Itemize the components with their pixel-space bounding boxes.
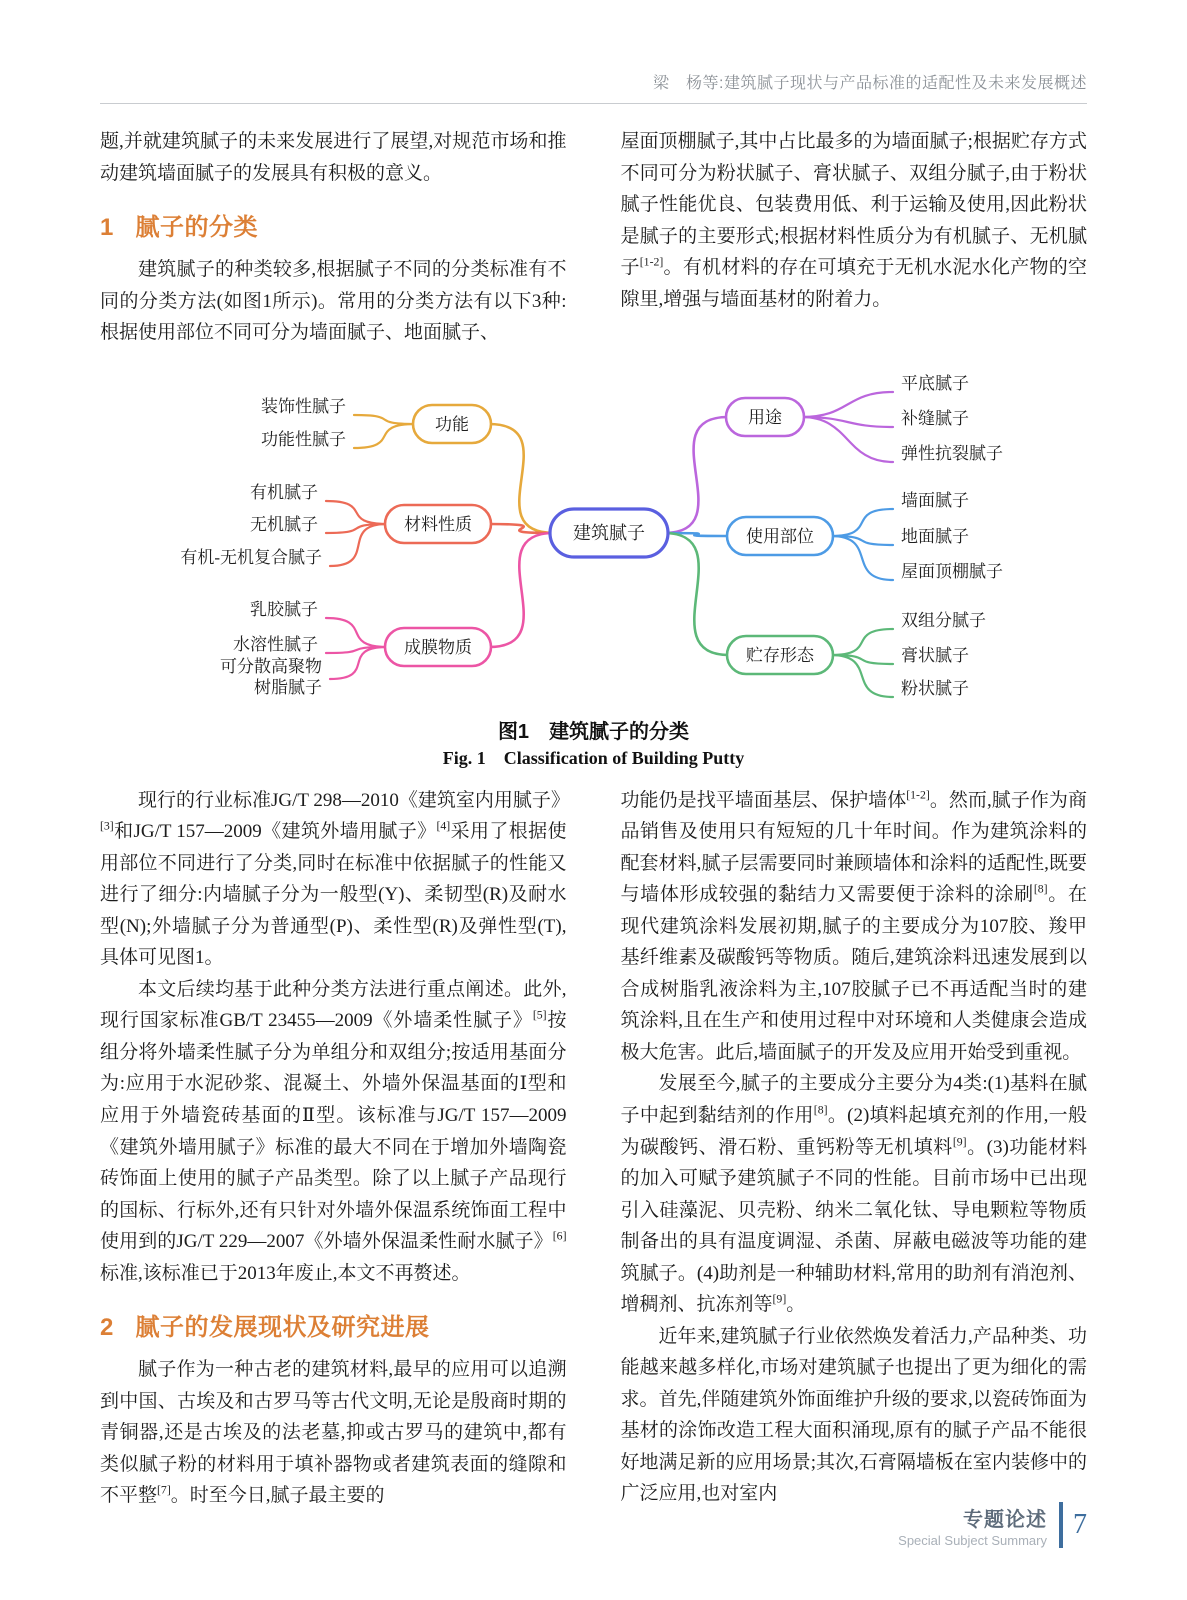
- footer-column-title: [898, 1503, 1047, 1548]
- figure-caption-en: [100, 748, 1087, 769]
- top-right-column: [621, 126, 1088, 349]
- mindmap-leaf-edge: [831, 536, 893, 580]
- figure-caption-zh: [100, 715, 1087, 744]
- mindmap-branch-label: 使用部位: [746, 526, 814, 546]
- mindmap-branch-edge: [489, 424, 554, 533]
- mindmap-branch-label: 功能: [435, 414, 469, 434]
- figure-label-zh: 图1: [497, 720, 530, 743]
- figure-1: [100, 361, 1087, 769]
- mindmap-leaf-label: 屋面顶棚腻子: [901, 561, 1003, 581]
- mindmap-leaf-label: 双组分腻子: [901, 610, 986, 630]
- top-left-column: [100, 126, 567, 349]
- mindmap-leaf-label: 弹性抗裂腻子: [901, 443, 1003, 463]
- mindmap-leaf-edge: [330, 524, 387, 566]
- mindmap-branch-label: 贮存形态: [746, 645, 814, 665]
- mindmap-leaf-edge: [326, 501, 387, 524]
- mindmap-leaf-edge: [831, 509, 893, 536]
- mindmap-leaf-edge: [354, 424, 415, 448]
- page-header: [100, 70, 1087, 104]
- mindmap-leaf-label: 装饰性腻子: [261, 396, 346, 416]
- bottom-right-column: [621, 785, 1088, 1512]
- mindmap-leaf-label: 平底腻子: [901, 373, 969, 393]
- para-classification-intro: 建筑腻子的种类较多,根据腻子不同的分类标准有不同的分类方法(如图1所示)。常用的分类方法有以下3种:根据使用部位不同可分为墙面腻子、地面腻子、: [100, 259, 567, 344]
- section-1-title: 腻子的分类: [135, 214, 258, 242]
- mindmap-leaf-label: 墙面腻子: [901, 490, 969, 510]
- para-function: 功能仍是找平墙面基层、保护墙体[1-2]。然而,腻子作为商品销售及使用只有短短的几十年时间。作为建筑涂料的配套材料,腻子层需要同时兼顾墙体和涂料的适配性,既要与墙体形成较强的黏结力又需要便于涂料的涂刷[8]。在现代建筑涂料发展初期,腻子的主要成分为107胶、羧甲基纤维素及碳酸钙等物质。随后,建筑涂料迅速发展到以合成树脂乳液涂料为主,107胶腻子已不再适配当时的建筑涂料,且在生产和使用过程中对环境和人类健康会造成极大危害。此后,墙面腻子的开发及应用开始受到重视。: [620, 788, 1087, 1063]
- bottom-columns: [100, 785, 1087, 1512]
- mindmap-diagram: [100, 361, 1090, 709]
- mindmap-leaf-edge: [831, 655, 893, 697]
- mindmap-leaf-edge: [802, 392, 893, 417]
- mindmap-leaf-label: 有机腻子: [250, 482, 318, 502]
- mindmap-leaf-label: 粉状腻子: [901, 678, 969, 698]
- mindmap-branch-label: 成膜物质: [404, 637, 472, 657]
- figure-title-zh: 建筑腻子的分类: [549, 720, 690, 743]
- mindmap-leaf-label: 功能性腻子: [261, 429, 346, 449]
- mindmap-leaf-label: 水溶性腻子: [233, 634, 318, 654]
- section-2-number: 2: [100, 1314, 114, 1342]
- mindmap-leaf-label: 有机-无机复合腻子: [180, 547, 322, 567]
- mindmap-branch-edge: [489, 533, 554, 647]
- mindmap-leaf-label: 地面腻子: [901, 526, 969, 546]
- mindmap-leaf-label: 可分散高聚物树脂腻子: [220, 656, 322, 697]
- para-standards-2: 本文后续均基于此种分类方法进行重点阐述。此外,现行国家标准GB/T 23455—2009《外墙柔性腻子》[5]按组分将外墙柔性腻子分为单组分和双组分;按适用基面分为:应用于水泥砂浆、混凝土、外墙外保温基面的Ⅰ型和应用于外墙瓷砖基面的Ⅱ型。该标准与JG/T 157—2009《建筑外墙用腻子》标准的最大不同在于增加外墙陶瓷砖饰面上使用的腻子产品类型。除了以上腻子产品现行的国标、行标外,还有只针对外墙外保温系统饰面工程中使用到的JG/T 229—2007《外墙外保温柔性耐水腻子》[6]标准,该标准已于2013年废止,本文不再赘述。: [100, 978, 567, 1284]
- para-components: 发展至今,腻子的主要成分主要分为4类:(1)基料在腻子中起到黏结剂的作用[8]。(2)填料起填充剂的作用,一般为碳酸钙、滑石粉、重钙粉等无机填料[9]。(3)功能材料的加入可赋予建筑腻子不同的性能。目前市场中已出现引入硅藻泥、贝壳粉、纳米二氧化钛、导电颗粒等物质制备出的具有温度调湿、杀菌、屏蔽电磁波等功能的建筑腻子。(4)助剂是一种辅助材料,常用的助剂有消泡剂、增稠剂、抗冻剂等[9]。: [620, 1073, 1087, 1316]
- figure-1-caption: [100, 715, 1087, 769]
- para-recent-years: 近年来,建筑腻子行业依然焕发着活力,产品种类、功能越来越多样化,市场对建筑腻子也提出了更为细化的需求。首先,伴随建筑外饰面维护升级的要求,以瓷砖饰面为基材的涂饰改造工程大面积涌现,原有的腻子产品不能很好地满足新的应用场景;其次,石膏隔墙板在室内装修中的广泛应用,也对室内: [620, 1325, 1087, 1505]
- para-left-continuation: 题,并就建筑腻子的未来发展进行了展望,对规范市场和推动建筑墙面腻子的发展具有积极的意义。: [100, 131, 567, 184]
- mindmap-branch-edge: [664, 417, 728, 533]
- footer-column-zh: 专题论述: [963, 1508, 1047, 1531]
- footer-column-en: Special Subject Summary: [898, 1532, 1047, 1548]
- mindmap-leaf-label: 无机腻子: [250, 514, 318, 534]
- mindmap-root-label: 建筑腻子: [573, 522, 645, 543]
- mindmap-branch-edge: [489, 524, 554, 533]
- figure-title-en: Classification of Building Putty: [503, 747, 745, 768]
- bottom-left-column: [100, 785, 570, 1512]
- footer-divider-bar: [1059, 1502, 1063, 1548]
- running-title: 梁 杨等:建筑腻子现状与产品标准的适配性及未来发展概述: [653, 75, 1087, 92]
- section-1-number: 1: [100, 214, 114, 242]
- mindmap-branch-edge: [664, 533, 729, 655]
- para-history: 腻子作为一种古老的建筑材料,最早的应用可以追溯到中国、古埃及和古罗马等古代文明,无论是殷商时期的青铜器,还是古埃及的法老墓,抑或古罗马的建筑中,都有类似腻子粉的材料用于填补器物或者建筑表面的缝隙和不平整[7]。时至今日,腻子最主要的: [100, 1359, 567, 1507]
- figure-label-en: Fig. 1: [442, 747, 486, 768]
- mindmap-leaf-label: 补缝腻子: [901, 408, 969, 428]
- mindmap-leaf-label: 乳胶腻子: [250, 599, 318, 619]
- mindmap-leaf-edge: [802, 417, 893, 462]
- section-1-heading: [100, 207, 567, 242]
- mindmap-branch-label: 用途: [748, 407, 782, 427]
- top-columns: [100, 126, 1087, 349]
- section-2-heading: [100, 1307, 567, 1342]
- mindmap-leaf-edge: [354, 415, 415, 424]
- header-rule: [100, 103, 1087, 104]
- page-footer: [898, 1502, 1087, 1548]
- page-number: 7: [1073, 1509, 1087, 1540]
- mindmap-leaf-edge: [326, 618, 387, 647]
- para-right-continuation: 屋面顶棚腻子,其中占比最多的为墙面腻子;根据贮存方式不同可分为粉状腻子、膏状腻子、双组分腻子,由于粉状腻子性能优良、包装费用低、利于运输及使用,因此粉状是腻子的主要形式;根据材料性质分为有机腻子、无机腻子[1-2]。有机材料的存在可填充于无机水泥水化产物的空隙里,增强与墙面基材的附着力。: [620, 131, 1087, 310]
- mindmap-leaf-edge: [831, 629, 893, 655]
- para-standards-1: 现行的行业标准JG/T 298—2010《建筑室内用腻子》[3]和JG/T 157—2009《建筑外墙用腻子》[4]采用了根据使用部位不同进行了分类,同时在标准中依据腻子的性能又进行了细分:内墙腻子分为一般型(Y)、柔韧型(R)及耐水型(N);外墙腻子分为普通型(P)、柔性型(R)及弹性型(T),具体可见图1。: [100, 789, 570, 969]
- section-2-title: 腻子的发展现状及研究进展: [135, 1314, 430, 1342]
- mindmap-branch-label: 材料性质: [404, 514, 472, 534]
- mindmap-leaf-label: 膏状腻子: [901, 645, 969, 665]
